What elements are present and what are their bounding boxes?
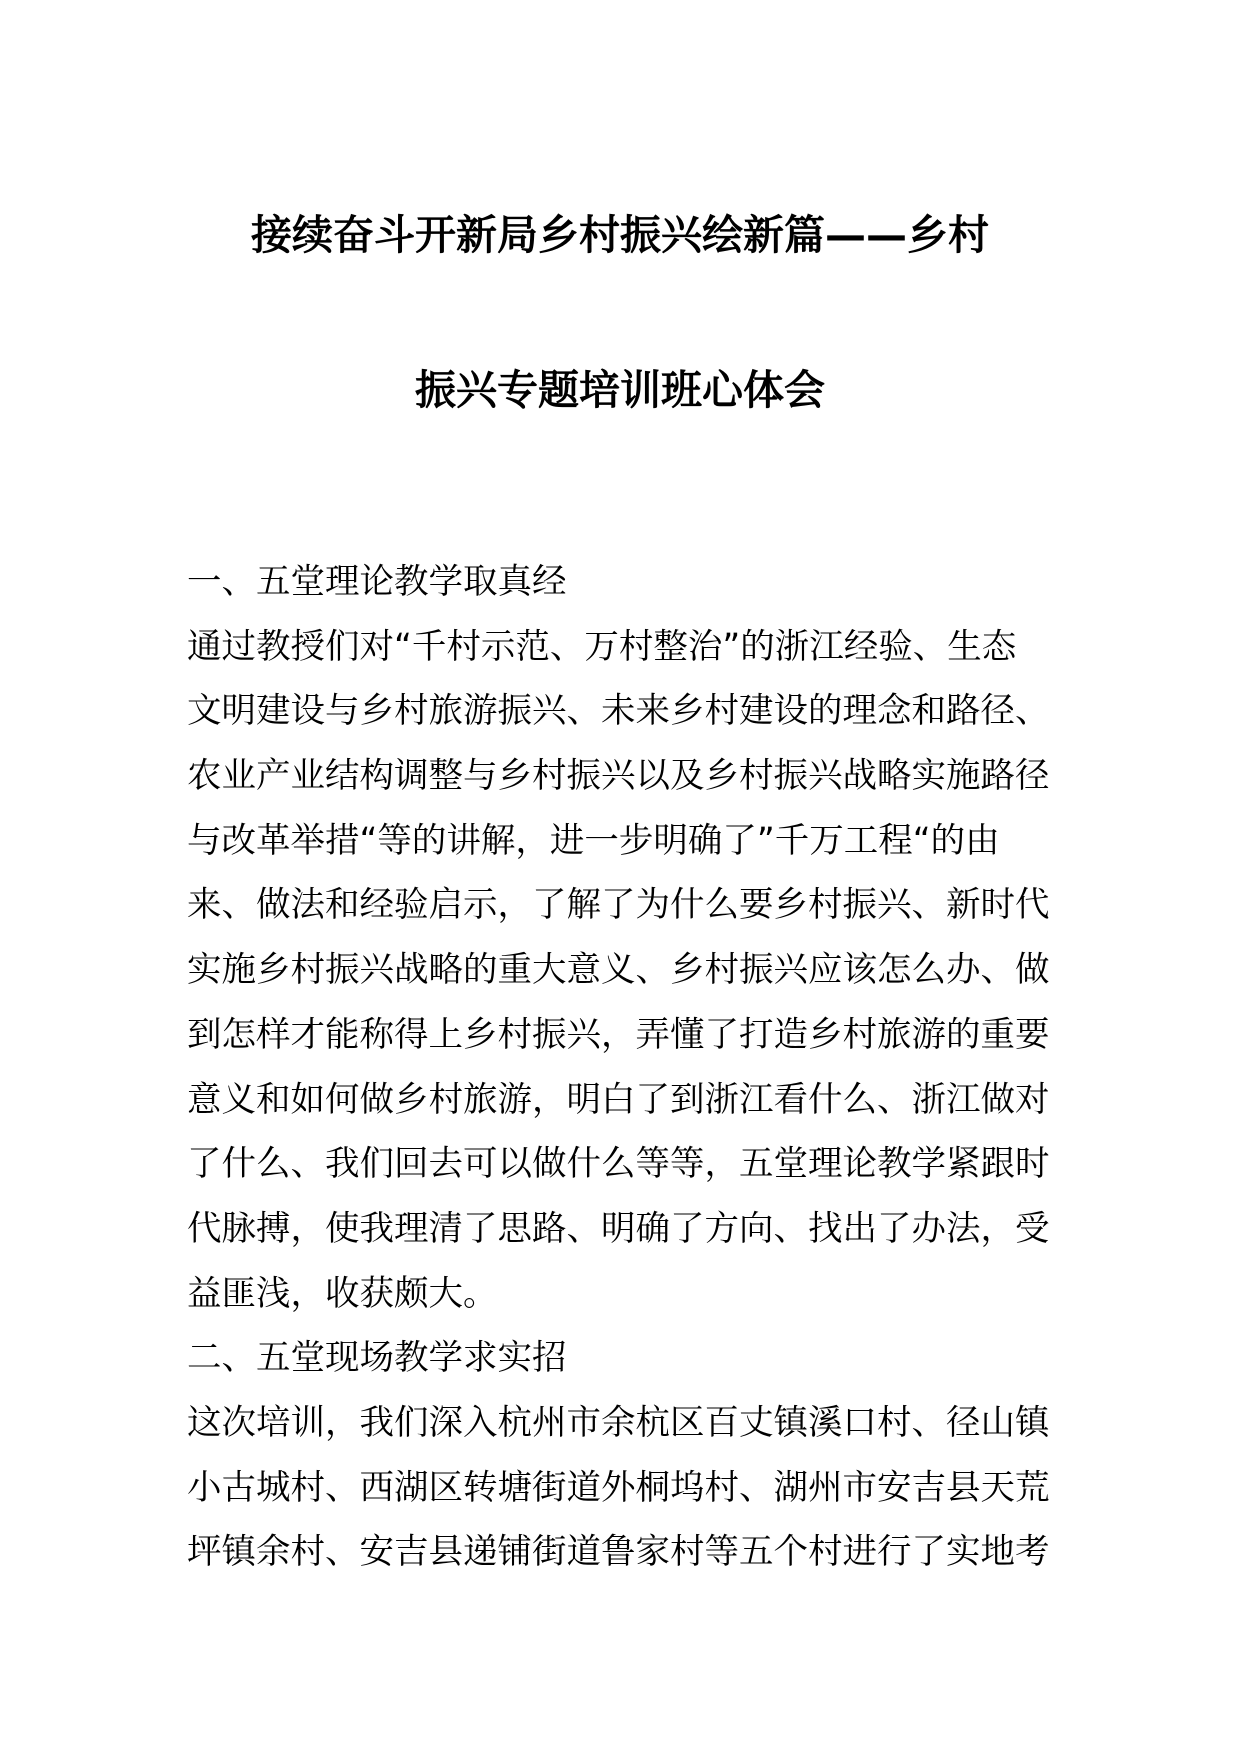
document-title-line-1: 接续奋斗开新局乡村振兴绘新篇——乡村 [251, 211, 989, 259]
body-text-line: 意义和如何做乡村旅游，明白了到浙江看什么、浙江做对 [187, 1079, 1050, 1120]
body-text-line: 到怎样才能称得上乡村振兴，弄懂了打造乡村旅游的重要 [187, 1014, 1050, 1055]
body-text-line: 小古城村、西湖区转塘街道外桐坞村、湖州市安吉县天荒 [187, 1467, 1050, 1508]
body-text-line: 代脉搏，使我理清了思路、明确了方向、找出了办法，受 [187, 1208, 1050, 1249]
body-text-line: 农业产业结构调整与乡村振兴以及乡村振兴战略实施路径 [187, 756, 1050, 797]
body-text-line: 来、做法和经验启示，了解了为什么要乡村振兴、新时代 [187, 885, 1050, 926]
document-title-line-2: 振兴专题培训班心体会 [415, 366, 825, 414]
body-text-line: 文明建设与乡村旅游振兴、未来乡村建设的理念和路径、 [187, 691, 1050, 732]
body-text-line: 了什么、我们回去可以做什么等等，五堂理论教学紧跟时 [187, 1144, 1050, 1185]
document-body [187, 550, 1057, 1585]
section-heading-2: 二、五堂现场教学求实招 [187, 1338, 567, 1379]
body-text-line: 坪镇余村、安吉县递铺街道鲁家村等五个村进行了实地考 [187, 1532, 1050, 1573]
body-text-line: 这次培训，我们深入杭州市余杭区百丈镇溪口村、径山镇 [187, 1402, 1050, 1443]
section-heading-1: 一、五堂理论教学取真经 [187, 562, 567, 602]
body-text-line: 通过教授们对“千村示范、万村整治”的浙江经验、生态 [187, 626, 1017, 667]
body-text-line: 与改革举措“等的讲解，进一步明确了”千万工程“的由 [187, 820, 1000, 861]
body-text-line: 益匪浅，收获颇大。 [187, 1273, 498, 1314]
body-text-line: 实施乡村振兴战略的重大意义、乡村振兴应该怎么办、做 [187, 950, 1050, 991]
